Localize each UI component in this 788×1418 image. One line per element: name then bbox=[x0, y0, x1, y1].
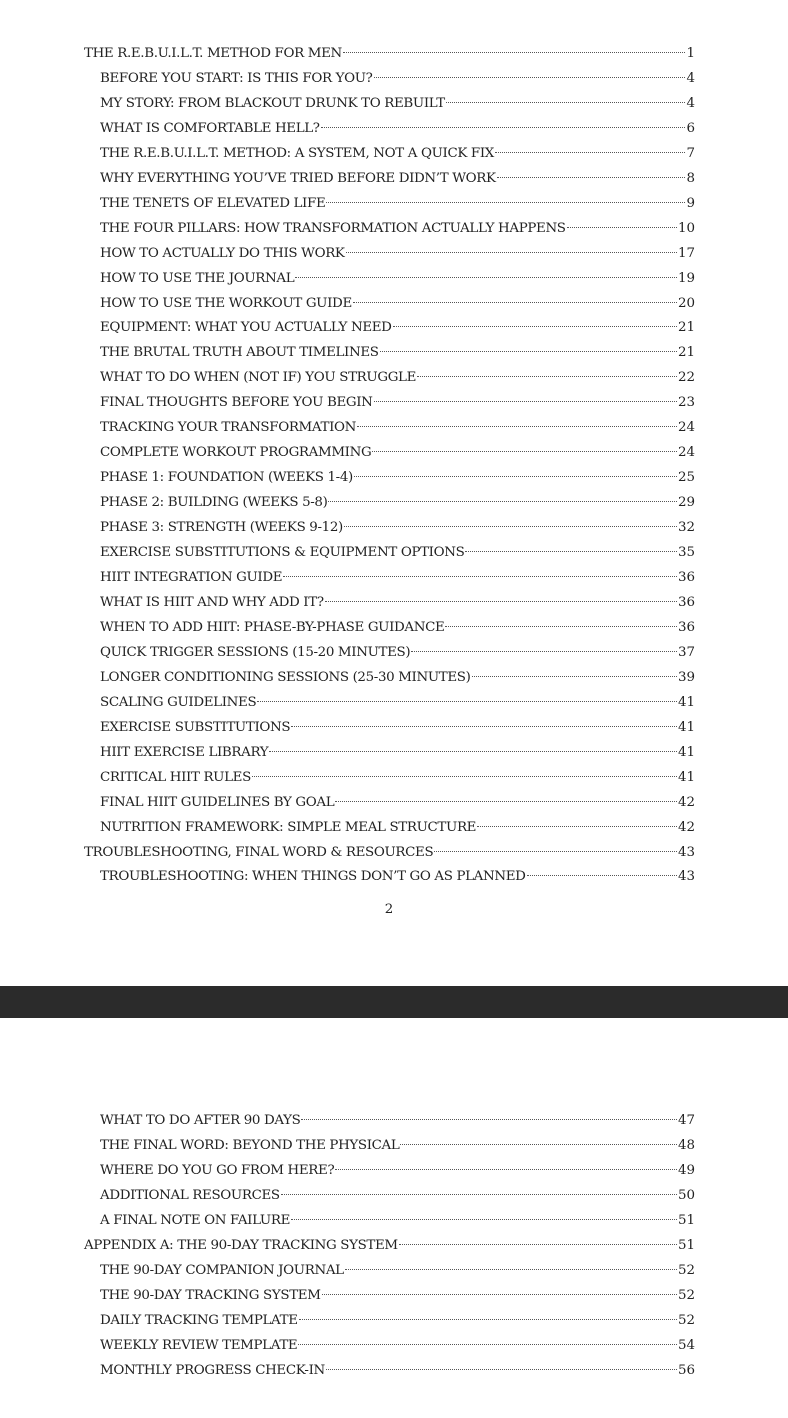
dot-leader bbox=[445, 626, 677, 627]
toc-entry[interactable] bbox=[84, 217, 695, 242]
toc-entry-page-number: 41 bbox=[677, 694, 695, 710]
toc-entry-page-number: 21 bbox=[677, 345, 695, 361]
toc-entry-title: THE FINAL WORD: BEYOND THE PHYSICAL bbox=[100, 1137, 400, 1153]
dot-leader bbox=[400, 1144, 677, 1145]
dot-leader bbox=[374, 401, 677, 402]
toc-entry-title: THE BRUTAL TRUTH ABOUT TIMELINES bbox=[100, 345, 379, 361]
toc-entry[interactable] bbox=[84, 142, 695, 167]
toc-entry[interactable] bbox=[84, 1134, 695, 1159]
toc-entry[interactable] bbox=[84, 366, 695, 391]
dot-leader bbox=[326, 202, 685, 203]
toc-entry[interactable] bbox=[84, 516, 695, 541]
toc-entry-title: FINAL THOUGHTS BEFORE YOU BEGIN bbox=[100, 395, 373, 411]
toc-entry-page-number: 25 bbox=[677, 470, 695, 486]
toc-entry-page-number: 6 bbox=[686, 120, 695, 136]
toc-entry[interactable] bbox=[84, 841, 695, 866]
toc-entry-page-number: 37 bbox=[677, 644, 695, 660]
dot-leader bbox=[298, 1344, 677, 1345]
toc-entry[interactable] bbox=[84, 466, 695, 491]
dot-leader bbox=[497, 177, 686, 178]
toc-entry-page-number: 42 bbox=[677, 794, 695, 810]
toc-entry-page-number: 1 bbox=[686, 46, 695, 61]
page-separator bbox=[0, 986, 788, 1018]
toc-entry-page-number: 49 bbox=[677, 1162, 695, 1178]
toc-entry[interactable] bbox=[84, 192, 695, 217]
dot-leader bbox=[527, 875, 677, 876]
toc-entry[interactable] bbox=[84, 1209, 695, 1234]
table-of-contents bbox=[84, 1109, 695, 1383]
dot-leader bbox=[417, 376, 677, 377]
toc-entry[interactable] bbox=[84, 616, 695, 641]
toc-entry[interactable] bbox=[84, 1234, 695, 1259]
dot-leader bbox=[257, 701, 677, 702]
toc-entry-title: HIIT INTEGRATION GUIDE bbox=[100, 570, 283, 586]
toc-entry-page-number: 50 bbox=[677, 1187, 695, 1203]
toc-entry-title: ADDITIONAL RESOURCES bbox=[100, 1187, 280, 1203]
toc-entry[interactable] bbox=[84, 666, 695, 691]
toc-entry[interactable] bbox=[84, 242, 695, 267]
toc-entry-title: PHASE 1: FOUNDATION (WEEKS 1-4) bbox=[100, 470, 353, 486]
dot-leader bbox=[495, 152, 685, 153]
toc-entry-page-number: 24 bbox=[677, 445, 695, 461]
toc-entry-title: EXERCISE SUBSTITUTIONS & EQUIPMENT OPTIONS bbox=[100, 545, 465, 561]
toc-entry-page-number: 51 bbox=[677, 1212, 695, 1228]
toc-entry[interactable] bbox=[84, 1159, 695, 1184]
toc-entry-title: SCALING GUIDELINES bbox=[100, 694, 257, 710]
toc-entry-title: TROUBLESHOOTING, FINAL WORD & RESOURCES bbox=[84, 844, 434, 860]
toc-entry-page-number: 20 bbox=[677, 295, 695, 311]
toc-entry[interactable] bbox=[84, 67, 695, 92]
toc-entry-title: BEFORE YOU START: IS THIS FOR YOU? bbox=[100, 70, 373, 86]
toc-entry-page-number: 51 bbox=[677, 1237, 695, 1253]
dot-leader bbox=[399, 1244, 677, 1245]
toc-entry-title: THE 90-DAY COMPANION JOURNAL bbox=[100, 1262, 344, 1278]
toc-entry-title: QUICK TRIGGER SESSIONS (15-20 MINUTES) bbox=[100, 644, 411, 660]
toc-entry[interactable] bbox=[84, 292, 695, 317]
dot-leader bbox=[374, 77, 686, 78]
toc-entry-title: HOW TO USE THE WORKOUT GUIDE bbox=[100, 295, 352, 311]
toc-entry-page-number: 4 bbox=[686, 95, 695, 111]
toc-entry-title: THE FOUR PILLARS: HOW TRANSFORMATION ACTUALLY HAPPENS bbox=[100, 220, 566, 236]
dot-leader bbox=[353, 302, 677, 303]
toc-entry-page-number: 4 bbox=[686, 70, 695, 86]
toc-entry-page-number: 41 bbox=[677, 719, 695, 735]
toc-entry-page-number: 22 bbox=[677, 370, 695, 386]
toc-entry-title: TROUBLESHOOTING: WHEN THINGS DON’T GO AS PLANNED bbox=[100, 869, 526, 885]
toc-entry[interactable] bbox=[84, 1259, 695, 1284]
toc-entry[interactable] bbox=[84, 1309, 695, 1334]
dot-leader bbox=[281, 1194, 677, 1195]
toc-entry-title: HOW TO USE THE JOURNAL bbox=[100, 270, 295, 286]
toc-entry-page-number: 52 bbox=[677, 1312, 695, 1328]
toc-entry-page-number: 7 bbox=[686, 145, 695, 161]
toc-entry-page-number: 56 bbox=[677, 1362, 695, 1378]
toc-entry-title: WHAT TO DO AFTER 90 DAYS bbox=[100, 1113, 301, 1128]
toc-entry[interactable] bbox=[84, 791, 695, 816]
toc-entry-page-number: 52 bbox=[677, 1287, 695, 1303]
dot-leader bbox=[283, 576, 677, 577]
toc-entry-title: LONGER CONDITIONING SESSIONS (25-30 MINUTES) bbox=[100, 669, 471, 685]
dot-leader bbox=[343, 52, 686, 53]
dot-leader bbox=[372, 451, 677, 452]
toc-entry-title: WHAT IS COMFORTABLE HELL? bbox=[100, 120, 320, 136]
toc-entry-page-number: 47 bbox=[677, 1113, 695, 1128]
toc-entry-page-number: 23 bbox=[677, 395, 695, 411]
toc-entry-title: THE R.E.B.U.I.L.T. METHOD: A SYSTEM, NOT A QUICK FIX bbox=[100, 145, 494, 161]
toc-entry-page-number: 10 bbox=[677, 220, 695, 236]
toc-entry-title: EXERCISE SUBSTITUTIONS bbox=[100, 719, 291, 735]
toc-entry-title: DAILY TRACKING TEMPLATE bbox=[100, 1312, 298, 1328]
dot-leader bbox=[301, 1119, 676, 1120]
toc-entry-page-number: 43 bbox=[677, 869, 695, 885]
dot-leader bbox=[335, 801, 677, 802]
toc-entry-page-number: 36 bbox=[677, 619, 695, 635]
toc-entry[interactable] bbox=[84, 42, 695, 67]
toc-entry-page-number: 17 bbox=[677, 245, 695, 261]
toc-entry[interactable] bbox=[84, 641, 695, 666]
toc-entry-title: MY STORY: FROM BLACKOUT DRUNK TO REBUILT bbox=[100, 95, 445, 111]
toc-entry-page-number: 32 bbox=[677, 520, 695, 536]
document-page bbox=[0, 1018, 788, 1418]
toc-entry-page-number: 36 bbox=[677, 594, 695, 610]
toc-entry[interactable] bbox=[84, 566, 695, 591]
toc-entry-title: FINAL HIIT GUIDELINES BY GOAL bbox=[100, 794, 335, 810]
dot-leader bbox=[321, 127, 686, 128]
toc-entry-title: WHEN TO ADD HIIT: PHASE-BY-PHASE GUIDANCE bbox=[100, 619, 445, 635]
dot-leader bbox=[434, 851, 677, 852]
dot-leader bbox=[477, 826, 677, 827]
toc-entry-title: THE 90-DAY TRACKING SYSTEM bbox=[100, 1287, 321, 1303]
dot-leader bbox=[291, 1219, 677, 1220]
dot-leader bbox=[252, 776, 677, 777]
toc-entry[interactable] bbox=[84, 441, 695, 466]
toc-entry-page-number: 29 bbox=[677, 495, 695, 511]
dot-leader bbox=[345, 1269, 677, 1270]
dot-leader bbox=[465, 551, 677, 552]
table-of-contents bbox=[84, 42, 695, 890]
toc-entry-page-number: 39 bbox=[677, 669, 695, 685]
dot-leader bbox=[472, 676, 677, 677]
toc-entry-title: PHASE 3: STRENGTH (WEEKS 9-12) bbox=[100, 520, 343, 536]
toc-entry-page-number: 24 bbox=[677, 420, 695, 436]
dot-leader bbox=[344, 526, 677, 527]
toc-entry[interactable] bbox=[84, 1334, 695, 1359]
toc-entry-title: CRITICAL HIIT RULES bbox=[100, 769, 251, 785]
toc-entry-title: WHERE DO YOU GO FROM HERE? bbox=[100, 1162, 335, 1178]
toc-entry-title: WEEKLY REVIEW TEMPLATE bbox=[100, 1337, 298, 1353]
toc-entry[interactable] bbox=[84, 341, 695, 366]
dot-leader bbox=[380, 351, 677, 352]
dot-leader bbox=[354, 476, 677, 477]
toc-entry-title: PHASE 2: BUILDING (WEEKS 5-8) bbox=[100, 495, 328, 511]
toc-entry[interactable] bbox=[84, 92, 695, 117]
toc-entry-page-number: 54 bbox=[677, 1337, 695, 1353]
toc-entry-title: COMPLETE WORKOUT PROGRAMMING bbox=[100, 445, 372, 461]
toc-entry-page-number: 52 bbox=[677, 1262, 695, 1278]
toc-entry-page-number: 19 bbox=[677, 270, 695, 286]
toc-entry[interactable] bbox=[84, 691, 695, 716]
dot-leader bbox=[322, 1294, 677, 1295]
toc-entry-title: WHAT TO DO WHEN (NOT IF) YOU STRUGGLE bbox=[100, 370, 417, 386]
toc-entry-title: APPENDIX A: THE 90-DAY TRACKING SYSTEM bbox=[84, 1237, 398, 1253]
toc-entry-title: HOW TO ACTUALLY DO THIS WORK bbox=[100, 245, 345, 261]
toc-entry-page-number: 41 bbox=[677, 744, 695, 760]
toc-entry-title: TRACKING YOUR TRANSFORMATION bbox=[100, 420, 357, 436]
toc-entry-page-number: 48 bbox=[677, 1137, 695, 1153]
toc-entry-title: THE R.E.B.U.I.L.T. METHOD FOR MEN bbox=[84, 46, 342, 61]
toc-entry-page-number: 42 bbox=[677, 819, 695, 835]
toc-entry-title: MONTHLY PROGRESS CHECK-IN bbox=[100, 1362, 325, 1378]
toc-entry[interactable] bbox=[84, 1359, 695, 1384]
toc-entry-page-number: 36 bbox=[677, 570, 695, 586]
dot-leader bbox=[328, 501, 676, 502]
toc-entry[interactable] bbox=[84, 816, 695, 841]
dot-leader bbox=[291, 726, 677, 727]
toc-entry[interactable] bbox=[84, 316, 695, 341]
toc-entry[interactable] bbox=[84, 1184, 695, 1209]
dot-leader bbox=[411, 651, 677, 652]
toc-entry[interactable] bbox=[84, 167, 695, 192]
toc-entry-page-number: 9 bbox=[686, 195, 695, 211]
toc-entry[interactable] bbox=[84, 865, 695, 890]
toc-entry[interactable] bbox=[84, 741, 695, 766]
toc-entry-title: HIIT EXERCISE LIBRARY bbox=[100, 744, 269, 760]
dot-leader bbox=[325, 601, 677, 602]
toc-entry[interactable] bbox=[84, 766, 695, 791]
toc-entry[interactable] bbox=[84, 117, 695, 142]
page-number: 2 bbox=[384, 902, 394, 917]
toc-entry-title: THE TENETS OF ELEVATED LIFE bbox=[100, 195, 326, 211]
dot-leader bbox=[357, 426, 677, 427]
toc-entry-title: EQUIPMENT: WHAT YOU ACTUALLY NEED bbox=[100, 320, 392, 336]
dot-leader bbox=[269, 751, 677, 752]
toc-entry-title: WHAT IS HIIT AND WHY ADD IT? bbox=[100, 594, 324, 610]
toc-entry-page-number: 21 bbox=[677, 320, 695, 336]
toc-entry[interactable] bbox=[84, 491, 695, 516]
toc-entry-title: A FINAL NOTE ON FAILURE bbox=[100, 1212, 290, 1228]
toc-entry-page-number: 35 bbox=[677, 545, 695, 561]
dot-leader bbox=[335, 1169, 677, 1170]
dot-leader bbox=[346, 252, 677, 253]
toc-entry[interactable] bbox=[84, 541, 695, 566]
toc-entry[interactable] bbox=[84, 591, 695, 616]
dot-leader bbox=[295, 277, 677, 278]
toc-entry[interactable] bbox=[84, 391, 695, 416]
dot-leader bbox=[299, 1319, 677, 1320]
toc-entry[interactable] bbox=[84, 1284, 695, 1309]
dot-leader bbox=[567, 227, 677, 228]
toc-entry[interactable] bbox=[84, 1109, 695, 1134]
toc-entry[interactable] bbox=[84, 267, 695, 292]
toc-entry[interactable] bbox=[84, 716, 695, 741]
toc-entry-title: NUTRITION FRAMEWORK: SIMPLE MEAL STRUCTURE bbox=[100, 819, 477, 835]
dot-leader bbox=[446, 102, 686, 103]
toc-entry-page-number: 41 bbox=[677, 769, 695, 785]
dot-leader bbox=[326, 1369, 677, 1370]
toc-entry-title: WHY EVERYTHING YOU’VE TRIED BEFORE DIDN’T WORK bbox=[100, 170, 496, 186]
toc-entry-page-number: 8 bbox=[686, 170, 695, 186]
toc-entry-page-number: 43 bbox=[677, 844, 695, 860]
dot-leader bbox=[393, 326, 677, 327]
toc-entry[interactable] bbox=[84, 416, 695, 441]
